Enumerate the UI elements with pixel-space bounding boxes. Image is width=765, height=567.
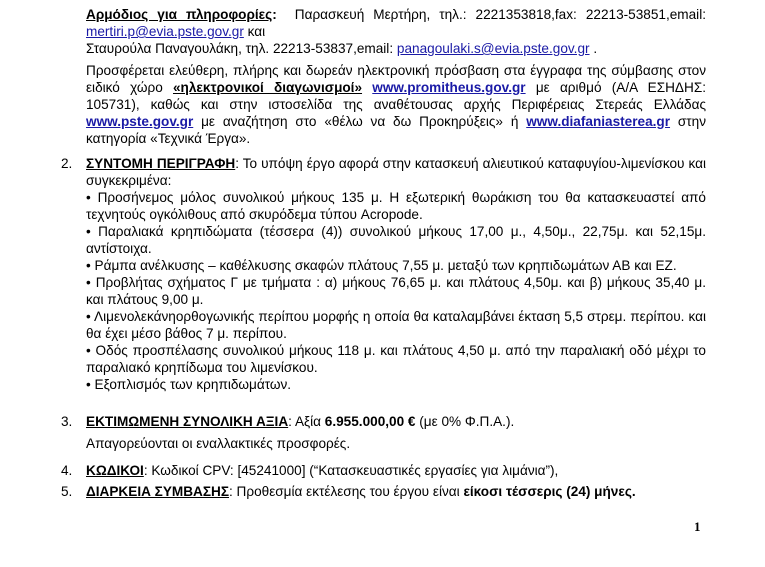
- promitheus-link[interactable]: www.promitheus.gov.gr: [372, 80, 526, 95]
- contact-line-1: Αρμόδιος για πληροφορίες: Παρασκευή Μερτήρη, τηλ.: 2221353818,fax: 22213-53851,email:: [86, 7, 707, 22]
- section-2-intro: [86, 155, 706, 189]
- estimated-value: 6.955.000,00 €: [324, 414, 416, 429]
- section-2-number: 2.: [61, 156, 73, 171]
- contact-line3-text: Σταυρούλα Παναγουλάκη, τηλ. 22213-53837,email:: [86, 41, 394, 56]
- contact-heading: Αρμόδιος για πληροφορίες: [86, 7, 273, 22]
- section-5-text: : Προθεσμία εκτέλεσης του έργου είναι: [229, 484, 460, 499]
- email-link-mertiri[interactable]: mertiri.p@evia.pste.gov.gr: [86, 24, 244, 39]
- section-3-number: 3.: [61, 414, 73, 429]
- section-4-number: 4.: [61, 463, 73, 478]
- bullet-item: • Λιμενολεκάνηορθογωνικής περίπου μορφής η οποία θα καταλαμβάνει έκταση 5,5 στρεμ. περίπου. και θα έχει μέσο βάθος 7 μ. περίπου.: [86, 309, 706, 341]
- page-number: 1: [694, 519, 701, 534]
- bullet-item: • Παραλιακά κρηπιδώματα (τέσσερα (4)) συνολικού μήκους 17,00 μ., 4,50μ., 22,75μ. και 52,15μ. αντίστοιχα.: [86, 224, 706, 256]
- cpv-text: : Κωδικοί CPV: [45241000] (“Κατασκευαστικές εργασίες για λιμάνια”),: [143, 463, 559, 478]
- email-link-panagoulaki[interactable]: panagoulaki.s@evia.pste.gov.gr: [396, 41, 590, 56]
- and-text: και: [247, 24, 266, 39]
- section-2-title: ΣΥΝΤΟΜΗ ΠΕΡΙΓΡΑΦΗ: [86, 156, 236, 171]
- access-paragraph: [86, 62, 706, 147]
- section-4-title: ΚΩΔΙΚΟΙ: [86, 463, 144, 478]
- alternative-offers-note: Απαγορεύονται οι εναλλακτικές προσφορές.: [86, 436, 351, 451]
- access-text-1: Προσφέρεται ελεύθερη, πλήρης και δωρεάν ηλεκτρονική πρόσβαση στα έγγραφα της σύμβασης στον ειδικό χώρο: [86, 63, 706, 95]
- contact-line-2: [86, 23, 706, 40]
- bullet-item: • Προβλήτας σχήματος Γ με τμήματα : α) μήκους 76,65 μ. και πλάτους 4,50μ. και β) μήκους 35,40 μ. και πλάτους 9,00 μ.: [86, 275, 706, 307]
- section-3: [86, 413, 706, 452]
- bullet-item: • Προσήνεμος μόλος συνολικού μήκους 135 μ. Η εξωτερική θωράκιση του θα κατασκευαστεί από τεχνητούς ογκόλιθους από σκυρόδεμα τύπου Acropode.: [86, 190, 706, 222]
- bullet-item: • Εξοπλισμός των κρηπιδωμάτων.: [86, 377, 292, 392]
- contact-block: [86, 6, 706, 57]
- bullet-item: • Ράμπα ανέλκυσης – καθέλκυσης σκαφών πλάτους 7,55 μ. μεταξύ των κρηπιδωμάτων ΑΒ και ΕΖ.: [86, 258, 677, 273]
- section-4: [86, 462, 706, 479]
- contact-line1-text: Παρασκευή Μερτήρη, τηλ.: 2221353818,fax: 22213-53851,email:: [294, 7, 707, 22]
- contact-line-3: [86, 40, 706, 57]
- section-2: [86, 155, 706, 393]
- cut-off-line: [0, 0, 765, 5]
- section-2-intro-text: : Το υπόψη έργο αφορά στην κατασκευή αλιευτικού καταφυγίου-λιμενίσκου και συγκεκριμένα:: [86, 156, 706, 188]
- section-5-number: 5.: [61, 484, 73, 499]
- section-3-title: ΕΚΤΙΜΩΜΕΝΗ ΣΥΝΟΛΙΚΗ ΑΞΙΑ: [86, 414, 289, 429]
- section-5: [86, 483, 706, 500]
- diafaniasterea-link[interactable]: www.diafaniasterea.gr: [526, 114, 671, 129]
- access-text-5: στην κατηγορία «Τεχνικά Έργα».: [86, 114, 706, 146]
- section-5-title: ΔΙΑΡΚΕΙΑ ΣΥΜΒΑΣΗΣ: [86, 484, 229, 499]
- contract-duration: είκοσι τέσσερις (24) μήνες.: [463, 484, 636, 499]
- section-3-line: [86, 413, 706, 430]
- section-3-text-2: (με 0% Φ.Π.Α.).: [419, 414, 515, 429]
- section-3-text-1: : Αξία: [288, 414, 321, 429]
- e-tenders-label: «ηλεκτρονικοί διαγωνισμοί»: [173, 80, 363, 95]
- bullet-item: • Οδός προσπέλασης συνολικού μήκους 118 μ. και πλάτους 4,50 μ. από την παραλιακή οδό μέχρι το παραλιακό κρηπίδωμα του λιμενίσκου.: [86, 343, 706, 375]
- access-text-3: με αριθμό (Α/Α ΕΣΗΔΗΣ: 105731), καθώς και στην ιστοσελίδα της αναθέτουσας αρχής Περιφέρειας Στερεάς Ελλάδας: [86, 80, 707, 112]
- period: .: [593, 41, 598, 56]
- pste-link[interactable]: www.pste.gov.gr: [86, 114, 194, 129]
- access-text-4: με αναζήτηση στο «θέλω να δω Προκηρύξεις» ή: [201, 114, 519, 129]
